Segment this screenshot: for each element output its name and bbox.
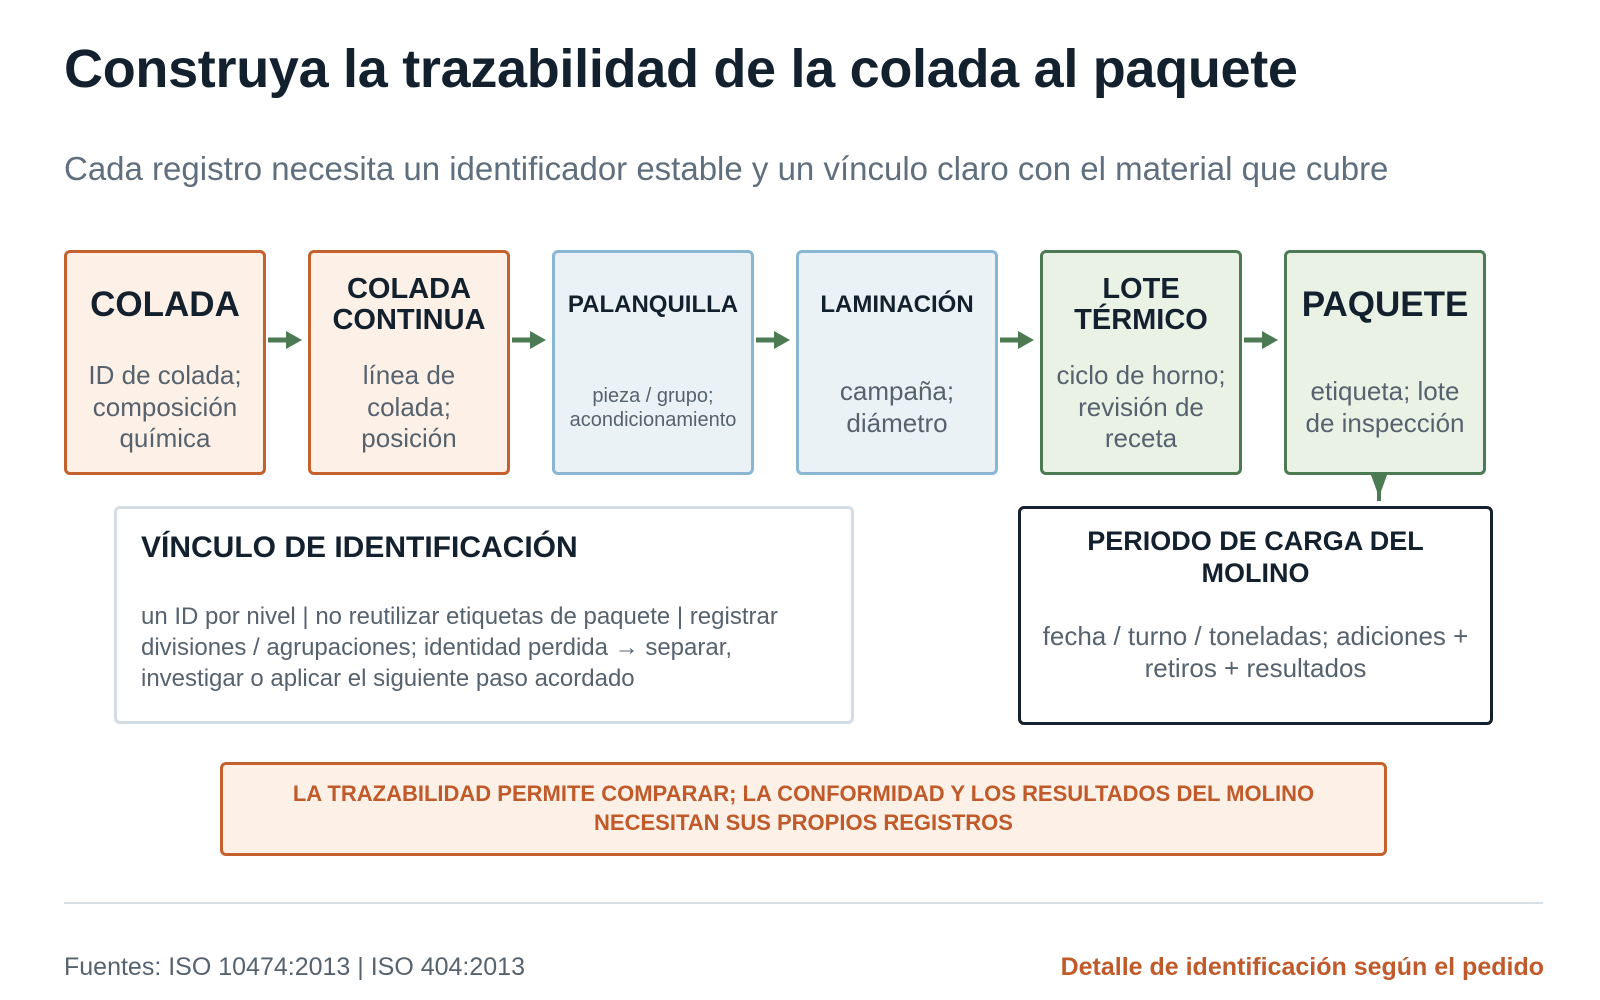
step-title: LOTE TÉRMICO: [1074, 272, 1208, 336]
identification-link-box: [114, 506, 854, 724]
page-title: Construya la trazabilidad de la colada al paquete: [64, 39, 1298, 99]
mill-loading-period-body: fecha / turno / toneladas; adiciones + retiros + resultados: [1042, 620, 1469, 684]
mill-loading-period-box: [1018, 506, 1493, 725]
identification-link-body: un ID por nivel | no reutilizar etiquetas de paquete | registrar divisiones / agrupaciones; identidad perdida → separar, investigar o aplicar el siguiente paso acordado: [141, 603, 778, 693]
footer-note: Detalle de identificación según el pedido: [1060, 953, 1544, 981]
step-title: LAMINACIÓN: [820, 291, 974, 319]
step-palanquilla: [552, 250, 754, 475]
step-description: pieza / grupo; acondicionamiento: [569, 384, 737, 431]
footer-divider: [64, 902, 1543, 904]
footer-sources: Fuentes: ISO 10474:2013 | ISO 404:2013: [64, 953, 525, 981]
arrow-right-icon: [756, 328, 792, 352]
step-paquete: [1284, 250, 1486, 475]
arrow-right-icon: [268, 328, 304, 352]
identification-link-title: VÍNCULO DE IDENTIFICACIÓN: [141, 531, 578, 564]
step-colada-continua: [308, 250, 510, 475]
step-description: campaña; diámetro: [839, 375, 955, 438]
step-colada: [64, 250, 266, 475]
conformity-callout: LA TRAZABILIDAD PERMITE COMPARAR; LA CONFORMIDAD Y LOS RESULTADOS DEL MOLINO NECESITAN SUS PROPIOS REGISTROS: [220, 762, 1387, 856]
arrow-down-icon: [1369, 475, 1389, 501]
step-laminacion: [796, 250, 998, 475]
step-title: PALANQUILLA: [567, 291, 739, 319]
step-description: etiqueta; lote de inspección: [1305, 375, 1465, 438]
arrow-right-icon: [512, 328, 548, 352]
step-lote-termico: [1040, 250, 1242, 475]
step-title: COLADA CONTINUA: [332, 272, 486, 336]
arrow-right-icon: [1244, 328, 1280, 352]
step-description: ID de colada; composición química: [88, 359, 242, 454]
step-description: ciclo de horno; revisión de receta: [1056, 359, 1226, 454]
step-title: COLADA: [90, 285, 240, 325]
page-subtitle: Cada registro necesita un identificador estable y un vínculo claro con el material que cubre: [64, 150, 1389, 187]
step-description: línea de colada; posición: [361, 359, 457, 454]
arrow-right-icon: [1000, 328, 1036, 352]
step-title: PAQUETE: [1301, 285, 1469, 325]
mill-loading-period-title: PERIODO DE CARGA DEL MOLINO: [1087, 526, 1424, 589]
